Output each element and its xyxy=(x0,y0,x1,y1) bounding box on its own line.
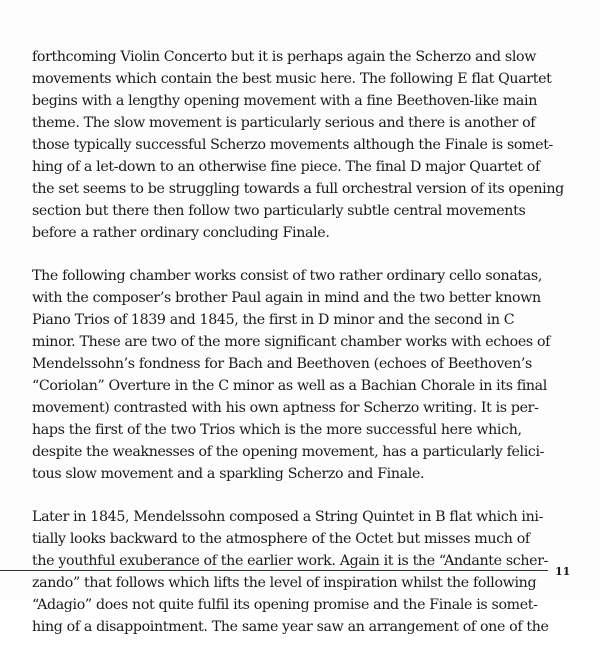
paragraph-3 xyxy=(32,506,572,638)
body-text xyxy=(32,46,572,659)
page-number: 11 xyxy=(555,565,571,578)
text-line: haps the first of the two Trios which is the more successful here which, xyxy=(32,422,522,438)
text-line: theme. The slow movement is particularly serious and there is another of xyxy=(32,115,536,131)
footer-rule xyxy=(0,570,548,571)
text-line: tially looks backward to the atmosphere of the Octet but misses much of xyxy=(32,531,530,547)
text-line: forthcoming Violin Concerto but it is perhaps again the Scherzo and slow xyxy=(32,49,536,65)
text-line: the set seems to be struggling towards a full orchestral version of its opening xyxy=(32,181,564,197)
paragraph-2 xyxy=(32,265,572,485)
text-line: the youthful exuberance of the earlier work. Again it is the “Andante scher- xyxy=(32,553,549,569)
text-line: begins with a lengthy opening movement with a fine Beethoven-like main xyxy=(32,93,538,109)
text-line: movement) contrasted with his own aptness for Scherzo writing. It is per- xyxy=(32,400,539,416)
text-line: despite the weaknesses of the opening movement, has a particularly felici- xyxy=(32,444,545,460)
text-line: before a rather ordinary concluding Finale. xyxy=(32,225,330,241)
text-line: zando” that follows which lifts the level of inspiration whilst the following xyxy=(32,575,537,591)
text-line: tous slow movement and a sparkling Scherzo and Finale. xyxy=(32,466,425,482)
text-line: hing of a let-down to an otherwise fine piece. The final D major Quartet of xyxy=(32,159,540,175)
text-line: “Adagio” does not quite fulfil its opening promise and the Finale is somet- xyxy=(32,597,538,613)
text-line: Piano Trios of 1839 and 1845, the first in D minor and the second in C xyxy=(32,312,515,328)
text-line: movements which contain the best music here. The following E flat Quartet xyxy=(32,71,552,87)
text-line: hing of a disappointment. The same year saw an arrangement of one of the xyxy=(32,619,549,635)
text-line: minor. These are two of the more significant chamber works with echoes of xyxy=(32,334,551,350)
text-line: section but there then follow two particularly subtle central movements xyxy=(32,203,526,219)
paragraph-1 xyxy=(32,46,572,244)
text-line: Later in 1845, Mendelssohn composed a String Quintet in B flat which ini- xyxy=(32,509,544,525)
text-line: with the composer’s brother Paul again in mind and the two better known xyxy=(32,290,541,306)
text-line: those typically successful Scherzo movements although the Finale is somet- xyxy=(32,137,554,153)
text-line: The following chamber works consist of two rather ordinary cello sonatas, xyxy=(32,268,542,284)
text-line: Mendelssohn’s fondness for Bach and Beethoven (echoes of Beethoven’s xyxy=(32,356,532,372)
text-line: “Coriolan” Overture in the C minor as well as a Bachian Chorale in its final xyxy=(32,378,547,394)
